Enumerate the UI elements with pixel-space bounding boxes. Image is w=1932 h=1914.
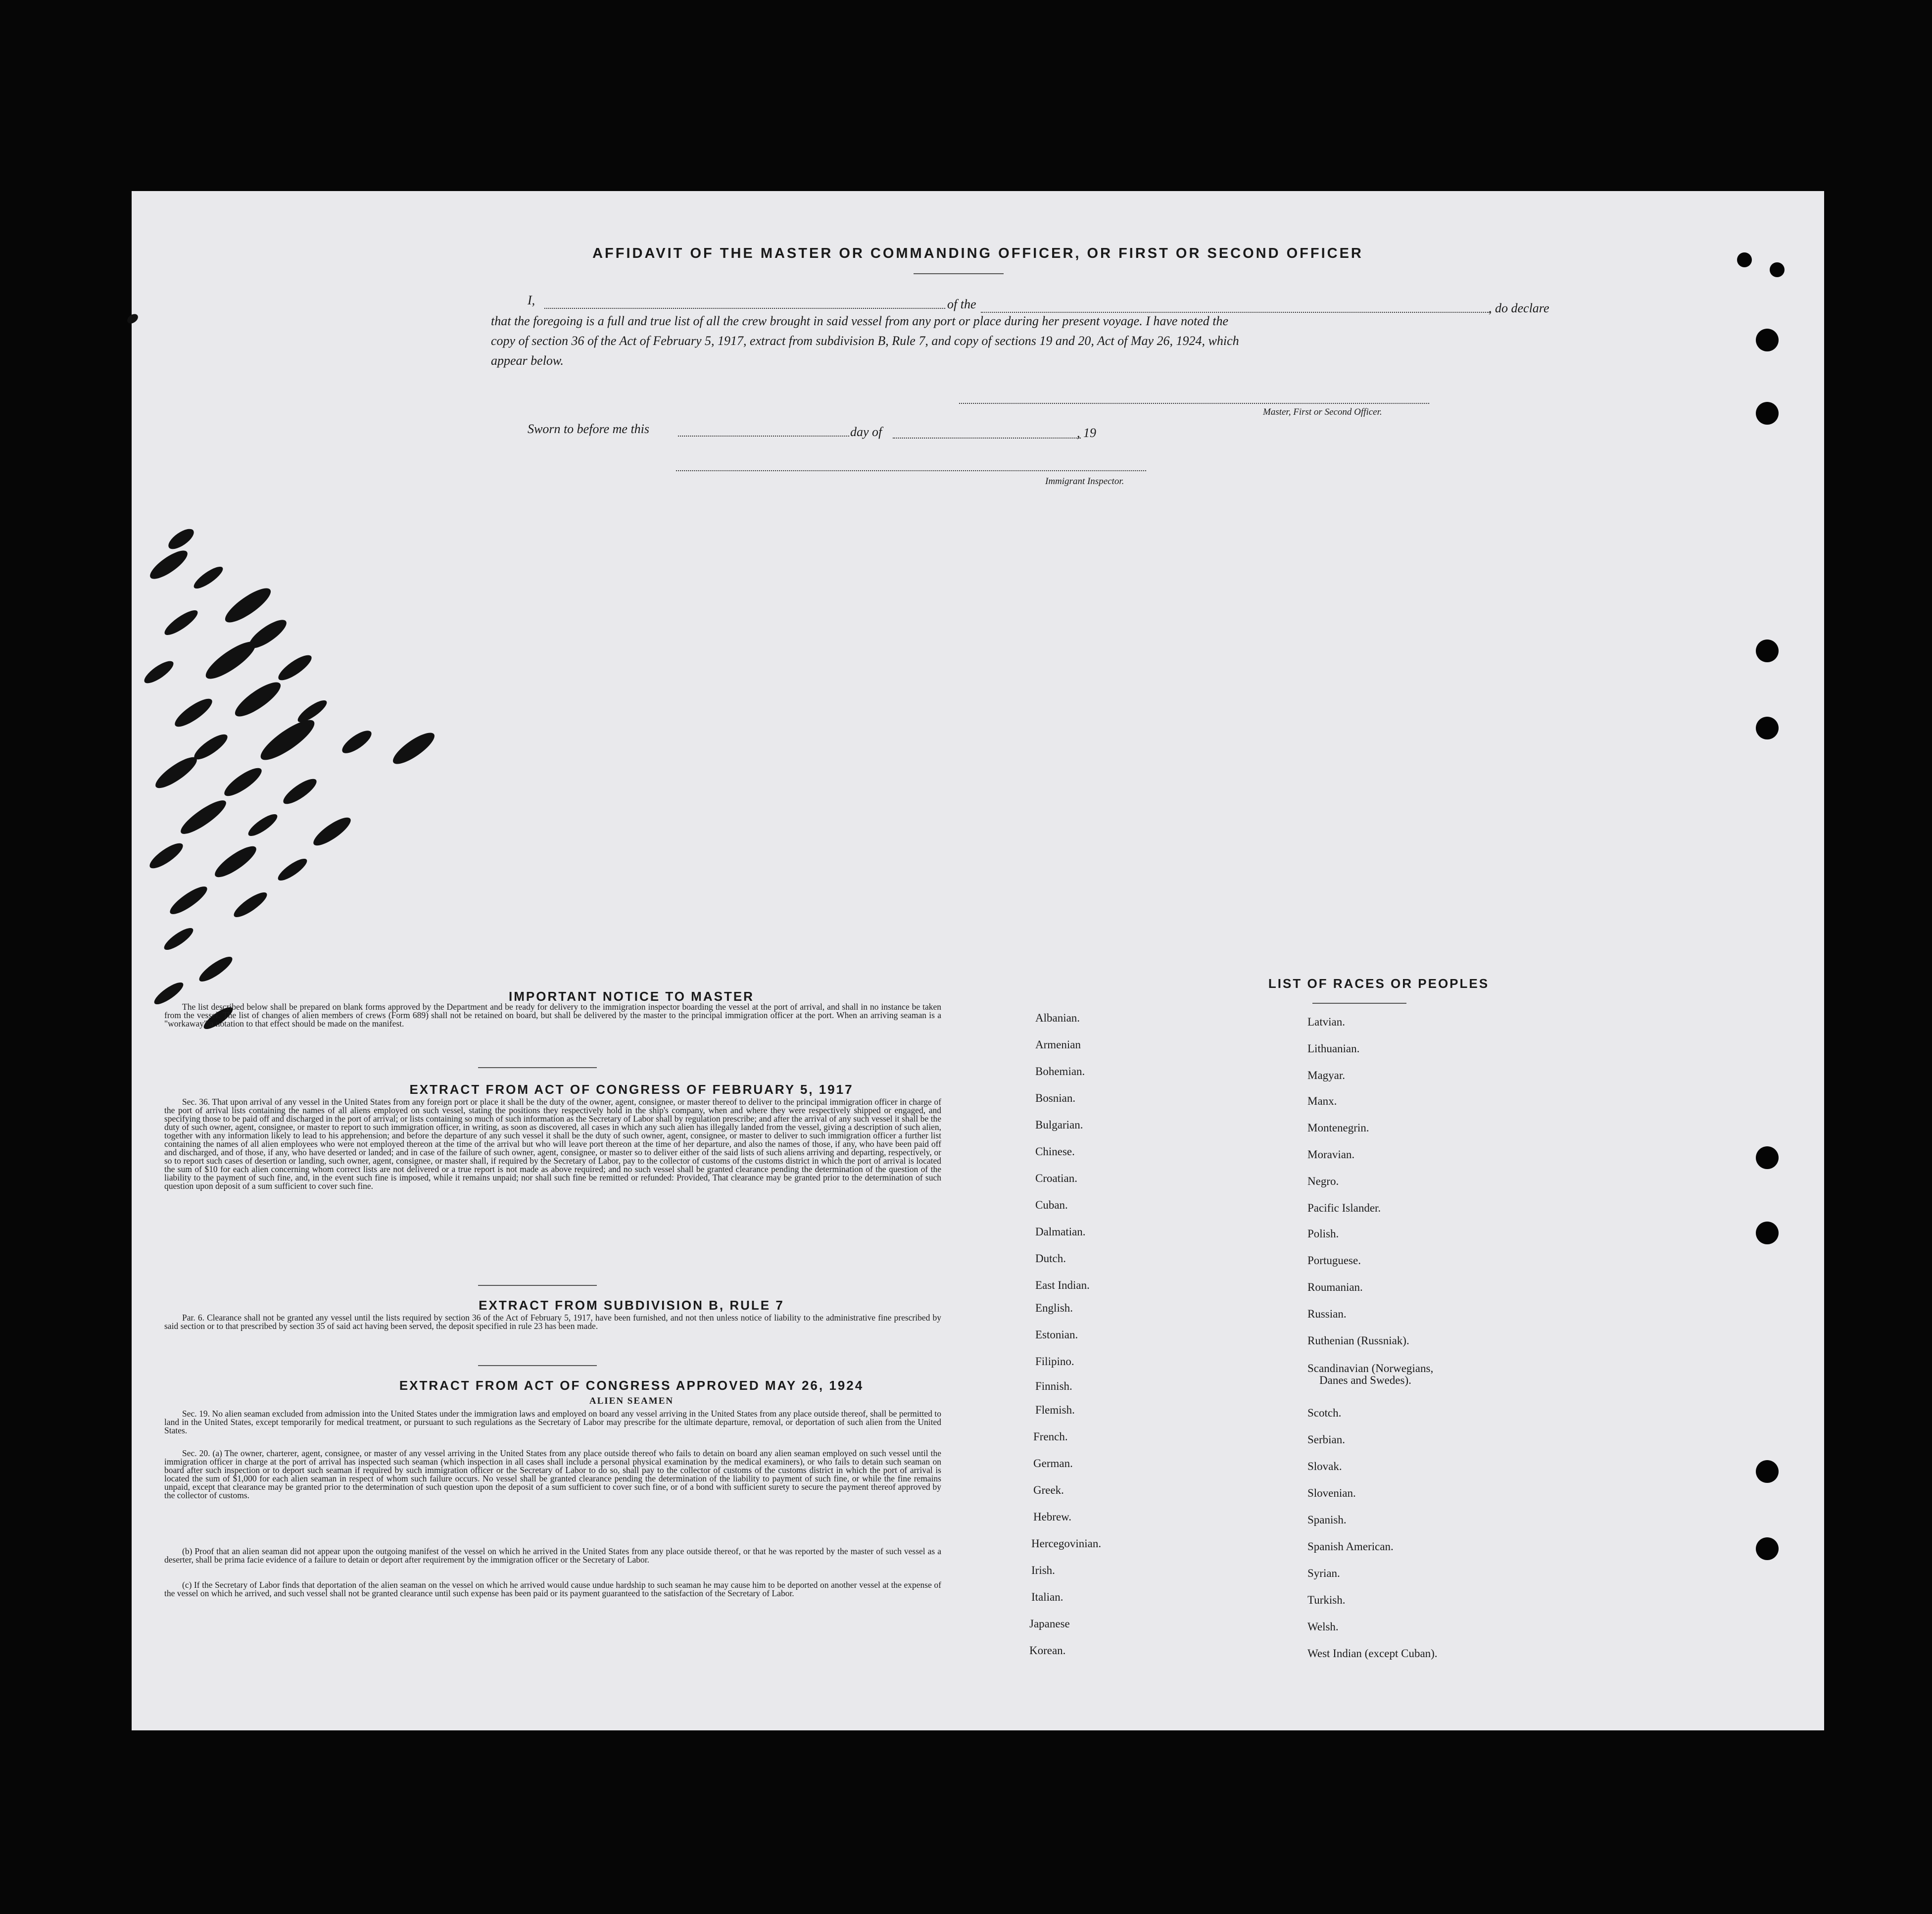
rule7-divider [478, 1365, 597, 1366]
race-scandinavian: Scandinavian (Norwegians, [1307, 1362, 1434, 1374]
notice-divider [478, 1067, 597, 1068]
punch-hole [1756, 717, 1779, 739]
race-croatian: Croatian. [1035, 1172, 1077, 1184]
race-latvian: Latvian. [1307, 1016, 1345, 1028]
race-syrian: Syrian. [1307, 1567, 1340, 1579]
race-estonian: Estonian. [1035, 1328, 1078, 1341]
race-bulgarian: Bulgarian. [1035, 1119, 1083, 1131]
race-cuban: Cuban. [1035, 1199, 1068, 1211]
race-italian: Italian. [1031, 1591, 1063, 1603]
race-negro: Negro. [1307, 1175, 1339, 1187]
race-turkish: Turkish. [1307, 1594, 1346, 1606]
race-west-indian: West Indian (except Cuban). [1307, 1647, 1438, 1660]
punch-hole [1756, 639, 1779, 662]
race-english: English. [1035, 1302, 1073, 1314]
race-magyar: Magyar. [1307, 1069, 1346, 1081]
race-russian: Russian. [1307, 1308, 1347, 1320]
race-flemish: Flemish. [1035, 1404, 1075, 1416]
race-greek: Greek. [1033, 1484, 1064, 1496]
master-signature-blank[interactable] [959, 403, 1429, 404]
punch-hole [1770, 262, 1785, 277]
race-serbian: Serbian. [1307, 1433, 1346, 1446]
punch-hole [1756, 1146, 1779, 1169]
race-german: German. [1033, 1457, 1073, 1470]
sworn-day-blank[interactable] [678, 436, 849, 437]
race-lithuanian: Lithuanian. [1307, 1042, 1360, 1055]
day-of-label: day of [850, 425, 882, 439]
race-scandinavian-cont: Danes and Swedes). [1319, 1374, 1411, 1386]
affidavit-line-3: copy of section 36 of the Act of February 5, 1917, extract from subdivision B, Rule 7, and copy of sections 19 and 20, Act of May 26, 1924, which [491, 334, 1239, 348]
sworn-month-blank[interactable] [893, 438, 1081, 439]
race-slovenian: Slovenian. [1307, 1487, 1356, 1499]
punch-hole [1756, 1222, 1779, 1244]
race-hebrew: Hebrew. [1033, 1511, 1072, 1523]
punch-hole [1756, 1537, 1779, 1560]
race-irish: Irish. [1031, 1564, 1055, 1576]
extract-1924-sec20a: Sec. 20. (a) The owner, charterer, agent, consignee, or master of any vessel arriving in the United States from any place outside thereof who fails to detain on board any alien seaman employed on such vessel until the immigration officer in charge at the port of arrival has inspected such seaman (which inspection in all cases shall include a personal physical examination by the medical examiners), or who fails to detain such seaman on board after such inspection or to deport such seaman if required by such immigration officer or the Secretary of Labor to do so, shall pay to the collector of customs of the customs district in which the port of arrival is located the sum of $1,000 for each alien seaman in respect of whom such failure occurs. No vessel shall be granted clearance pending the determination of the liability to payment of such fine, or while the fine remains unpaid, except that clearance may be granted prior to the determination of such question upon the deposit of a sum sufficient to cover such fine, or of a bond with sufficient surety to secure the payment thereof approved by the collector of customs. [164, 1448, 941, 1500]
extract-1924-sec20c: (c) If the Secretary of Labor finds that deportation of the alien seaman on the vessel on which he arrived would cause undue hardship to such seaman he may cause him to be deported on another vessel at the expense of the vessel on which he arrived, and such vessel shall not be granted clearance until such expense has been paid or its payment guaranteed to the satisfaction of the Secretary of Labor. [164, 1580, 941, 1598]
title-divider [914, 273, 1004, 274]
race-filipino: Filipino. [1035, 1355, 1074, 1368]
affidavit-title: AFFIDAVIT OF THE MASTER OR COMMANDING OFFICER, OR FIRST OR SECOND OFFICER [592, 245, 1363, 261]
race-albanian: Albanian. [1035, 1012, 1080, 1024]
affidavit-of-the-label: of the [947, 297, 976, 311]
race-spanish-american: Spanish American. [1307, 1540, 1394, 1553]
race-hercegovinian: Hercegovinian. [1031, 1537, 1102, 1550]
race-finnish: Finnish. [1035, 1380, 1072, 1392]
race-japanese: Japanese [1029, 1618, 1070, 1630]
race-dalmatian: Dalmatian. [1035, 1226, 1086, 1238]
race-roumanian: Roumanian. [1307, 1281, 1363, 1293]
extract-1924-sec20b: (b) Proof that an alien seaman did not appear upon the outgoing manifest of the vessel on which he arrived in the United States from any place outside thereof, or that he was reported by the master of such vessel as a deserter, shall be prima facie evidence of a failure to detain or deport after requirement by the immigration officer or the Secretary of Labor. [164, 1546, 941, 1565]
punch-hole [1756, 402, 1779, 425]
race-slovak: Slovak. [1307, 1460, 1342, 1472]
inspector-caption: Immigrant Inspector. [1045, 476, 1124, 487]
race-manx: Manx. [1307, 1095, 1337, 1107]
affidavit-line-2: that the foregoing is a full and true list of all the crew brought in said vessel from any port or place during her present voyage. I have noted the [491, 314, 1228, 328]
rule7-title: EXTRACT FROM SUBDIVISION B, RULE 7 [479, 1298, 784, 1313]
notice-body: The list described below shall be prepared on blank forms approved by the Department and be ready for delivery to the immigration inspector boarding the vessel at the port of arrival, and shall in no instance be taken from the vessel. The list of changes of alien members of crews (Form 689) shall not be retained on board, but shall be delivered by the master to the principal immigration officer at the port. When an arriving seaman is a "workaway" a notation to that effect should be made on the manifest. [164, 1002, 941, 1029]
extract-1917-title: EXTRACT FROM ACT OF CONGRESS OF FEBRUARY 5, 1917 [409, 1082, 854, 1097]
affidavit-do-declare: , do declare [1489, 301, 1549, 315]
race-scotch: Scotch. [1307, 1407, 1342, 1419]
race-french: French. [1033, 1430, 1068, 1443]
race-ruthenian: Ruthenian (Russniak). [1307, 1334, 1409, 1347]
rule7-body: Par. 6. Clearance shall not be granted any vessel until the lists required by section 36 of the Act of February 5, 1917, have been furnished, and not then unless notice of liability to the administrative fine prescribed by said section or to that prescribed by section 35 of said act having been served, the deposit specified in rule 23 has been made. [164, 1313, 941, 1331]
extract-1917-divider [478, 1285, 597, 1286]
race-spanish: Spanish. [1307, 1514, 1347, 1526]
document-page [132, 191, 1824, 1730]
races-divider [1312, 1003, 1406, 1004]
race-chinese: Chinese. [1035, 1145, 1075, 1158]
extract-1924-sec19: Sec. 19. No alien seaman excluded from admission into the United States under the immigration laws and employed on board any vessel arriving in the United States from any place outside thereof, shall be permitted to land in the United States, except temporarily for medical treatment, or pursuant to such regulations as the Secretary of Labor may prescribe for the ultimate departure, removal, or deportation of such alien from the United States. [164, 1409, 941, 1435]
extract-1924-subtitle: ALIEN SEAMEN [589, 1396, 674, 1406]
name-blank[interactable] [544, 308, 945, 309]
race-polish: Polish. [1307, 1227, 1339, 1240]
race-portuguese: Portuguese. [1307, 1254, 1361, 1267]
race-moravian: Moravian. [1307, 1148, 1355, 1161]
race-bosnian: Bosnian. [1035, 1092, 1076, 1104]
affidavit-line-4: appear below. [491, 353, 564, 368]
punch-hole [1756, 1460, 1779, 1483]
vessel-blank[interactable] [981, 312, 1490, 313]
notice-title: IMPORTANT NOTICE TO MASTER [509, 989, 754, 1004]
race-welsh: Welsh. [1307, 1620, 1339, 1633]
master-caption: Master, First or Second Officer. [1263, 407, 1382, 417]
race-bohemian: Bohemian. [1035, 1065, 1085, 1078]
extract-1917-body: Sec. 36. That upon arrival of any vessel in the United States from any foreign port or place it shall be the duty of the owner, agent, consignee, or master thereof to deliver to the principal immigration officer in charge of the port of arrival lists containing the names of all aliens employed on such vessel, stating the positions they respectively hold in the ship's company, when and where they were respectively shipped or engaged, and specifying those to be paid off and discharged in the port of arrival; or lists containing so much of such information as the Secretary of Labor shall by regulation prescribe; and after the arrival of any such vessel it shall be the duty of such owner, agent, consignee, or master to report to such immigration officer, in writing, as soon as discovered, all cases in which any such alien has illegally landed from the vessel, giving a description of such alien, together with any information likely to lead to his apprehension; and before the departure of any such vessel it shall be the duty of such owner, agent, consignee, or master to deliver to such immigration officer a further list containing the names of all alien employees who were not employed thereon at the time of the arrival but who will leave port thereon at the time of her departure, and also the names of those, if any, who have been paid off and discharged, and of those, if any, who have deserted or landed; and in case of the failure of such owner, agent, consignee, or master so to deliver either of the said lists of such aliens arriving and departing, respectively, or so to report such cases of desertion or landing, such owner, agent, consignee, or master shall, if required by the Secretary of Labor, pay to the collector of customs of the customs district in which the port of arrival is located the sum of $10 for each alien concerning whom correct lists are not delivered or a true report is not made as above required; and no such vessel shall be granted clearance pending the determination of the question of the liability to the payment of such fine, and, in the event such fine is imposed, while it remains unpaid; nor shall such fine be remitted or refunded: Provided, That clearance may be granted prior to the determination of such question upon deposit of a sum sufficient to cover such fine. [164, 1097, 941, 1191]
inspector-signature-blank[interactable] [676, 470, 1146, 471]
sworn-label: Sworn to before me this [528, 422, 650, 436]
races-title: LIST OF RACES OR PEOPLES [1268, 976, 1490, 991]
punch-hole [1737, 252, 1752, 267]
race-korean: Korean. [1029, 1644, 1066, 1657]
punch-hole [1756, 329, 1779, 351]
race-east-indian: East Indian. [1035, 1279, 1090, 1291]
race-dutch: Dutch. [1035, 1252, 1066, 1265]
affidavit-i-label: I, [528, 293, 535, 307]
race-armenian: Armenian [1035, 1038, 1081, 1051]
extract-1924-title: EXTRACT FROM ACT OF CONGRESS APPROVED MAY 26, 1924 [399, 1378, 864, 1393]
race-montenegrin: Montenegrin. [1307, 1122, 1369, 1134]
year-label: , 19 [1077, 426, 1096, 440]
race-pacific-islander: Pacific Islander. [1307, 1202, 1381, 1214]
